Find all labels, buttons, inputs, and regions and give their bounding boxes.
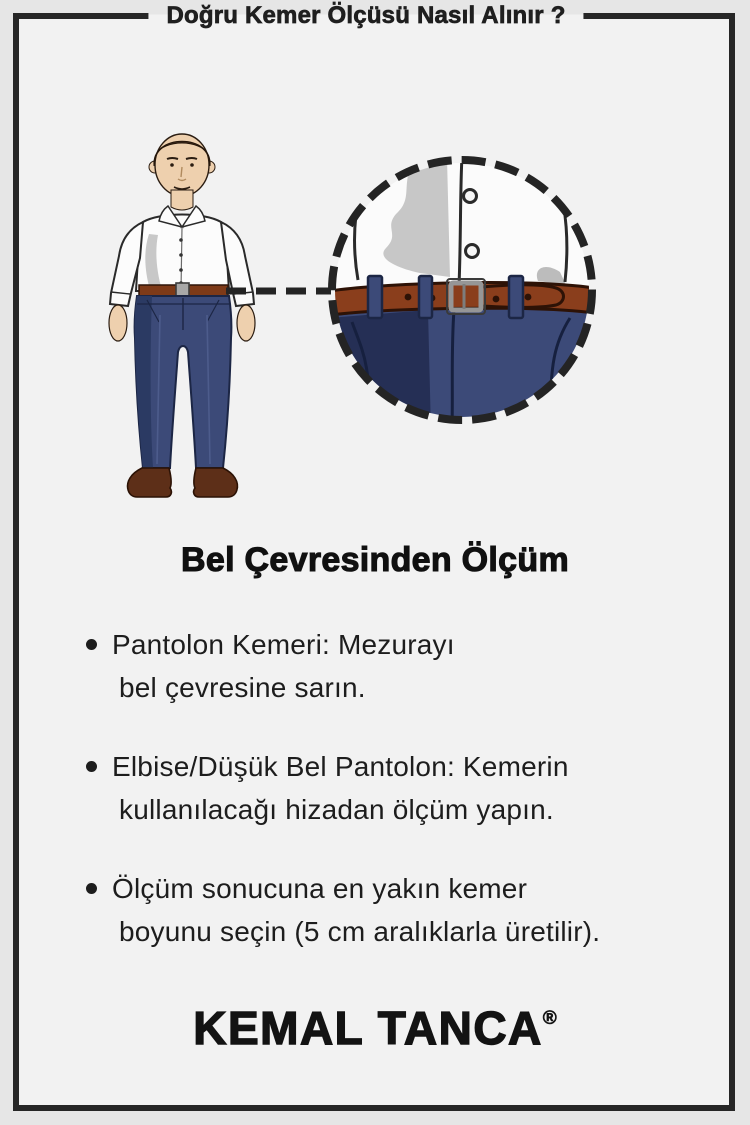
list-item-text	[112, 745, 569, 831]
instruction-list	[86, 623, 700, 989]
bullet-icon	[86, 639, 97, 650]
man-figure-illustration	[109, 134, 255, 497]
brand-name: KEMAL TANCA	[193, 1002, 543, 1054]
list-item-line: bel çevresine sarın.	[119, 672, 366, 703]
list-item-line: kullanılacağı hizadan ölçüm yapın.	[119, 794, 554, 825]
list-item-text	[112, 867, 600, 953]
list-item	[86, 623, 700, 709]
list-item	[86, 867, 700, 953]
list-item-line: Pantolon Kemeri: Mezurayı	[112, 629, 455, 660]
bullet-icon	[86, 883, 97, 894]
list-item	[86, 745, 700, 831]
list-item-line: Ölçüm sonucuna en yakın kemer	[112, 873, 528, 904]
registered-trademark-mark: ®	[542, 1007, 557, 1029]
magnifier-waist-detail	[328, 156, 596, 432]
list-item-line: boyunu seçin (5 cm aralıklarla üretilir).	[119, 916, 601, 947]
page-title-text: Doğru Kemer Ölçüsü Nasıl Alınır ?	[166, 2, 566, 29]
list-item-text	[112, 623, 455, 709]
brand-logo	[0, 1001, 750, 1055]
bullet-icon	[86, 761, 97, 772]
list-item-line: Elbise/Düşük Bel Pantolon: Kemerin	[112, 751, 569, 782]
belt-measurement-illustration	[0, 0, 750, 540]
section-heading: Bel Çevresinden Ölçüm	[181, 541, 569, 579]
